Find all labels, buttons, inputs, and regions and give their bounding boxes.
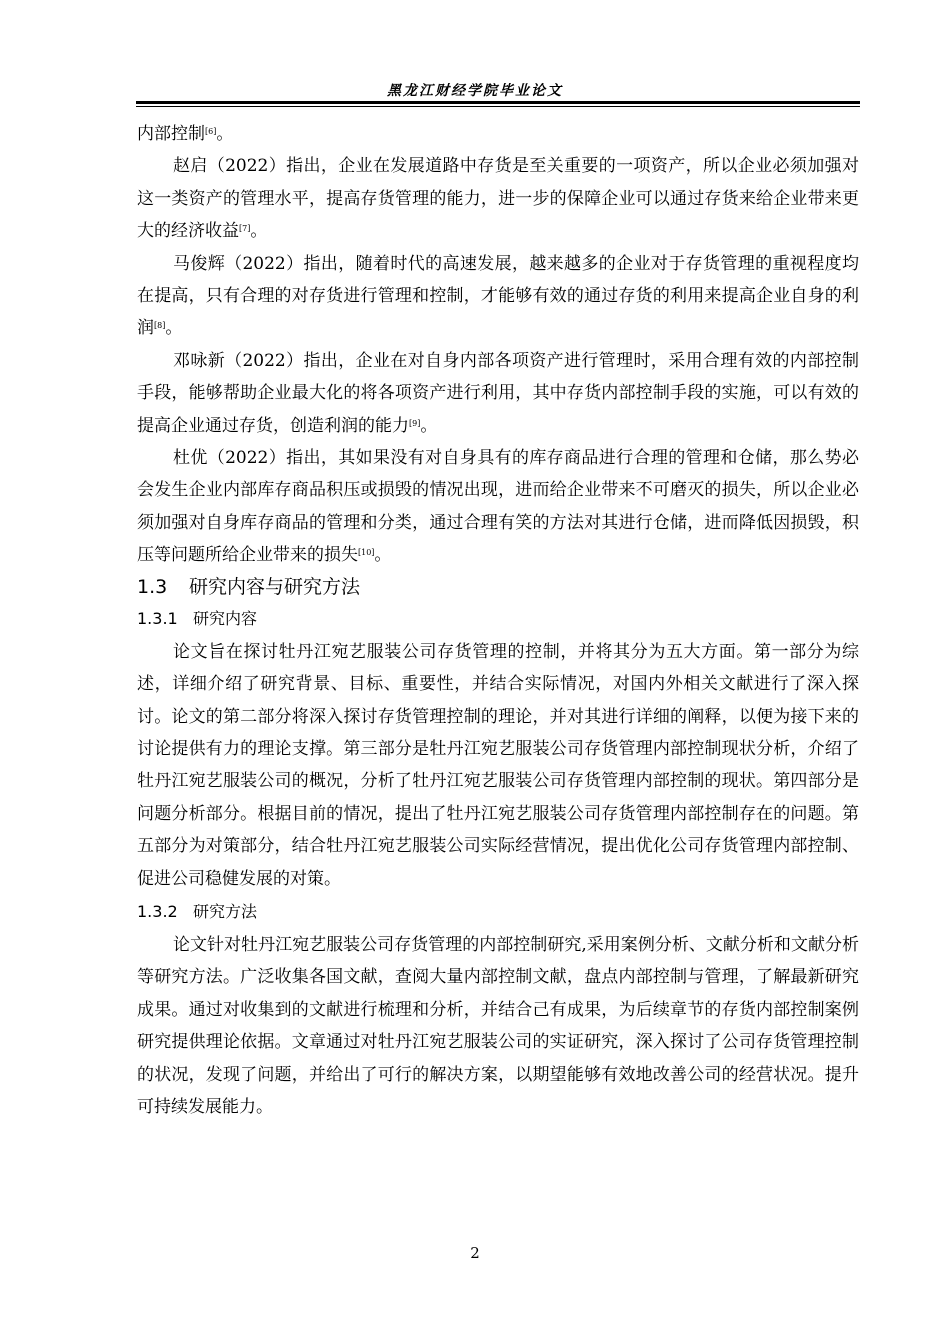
citation-6: [6] (205, 127, 217, 136)
section-title: 研究内容与研究方法 (189, 575, 361, 598)
header-rule-thin (136, 106, 860, 107)
paragraph-tail: 。 (216, 124, 234, 144)
section-number: 1.3 (137, 575, 168, 598)
paragraph-text: 邓咏新（2022）指出，企业在对自身内部各项资产进行管理时，采用合理有效的内部控制手段，能够帮助企业最大化的将各项资产进行利用，其中存货内部控制手段的实施，可以有效的提高企业通过存货，创造利润的能力 (137, 350, 859, 436)
citation-10: [10] (358, 548, 375, 558)
paragraph-tail: 。 (420, 415, 438, 436)
subsection-heading-1-3-2 (137, 895, 859, 929)
paragraph-zhao-qi (137, 150, 859, 247)
citation-7: [7] (239, 224, 251, 234)
citation-9: [9] (409, 418, 421, 428)
paragraph-text: 赵启（2022）指出，企业在发展道路中存货是至关重要的一项资产，所以企业必须加强对这一类资产的管理水平，提高存货管理的能力，进一步的保障企业可以通过存货来给企业带来更大的经济收益 (137, 156, 859, 242)
subsection-title: 研究内容 (193, 608, 258, 628)
subsection-number: 1.3.2 (137, 901, 178, 921)
paragraph-text: 杜优（2022）指出，其如果没有对自身具有的库存商品进行合理的管理和仓储，那么势必会发生企业内部库存商品积压或损毁的情况出现，进而给企业带来不可磨灭的损失，所以企业必须加强对自身库存商品的管理和分类，通过合理有笑的方法对其进行仓储，进而降低因损毁，积压等问题所给企业带来的损失 (137, 448, 859, 566)
paragraph-text: 马俊辉（2022）指出，随着时代的高速发展，越来越多的企业对于存货管理的重视程度均在提高，只有合理的对存货进行管理和控制，才能够有效的通过存货的利用来提高企业自身的利润 (137, 253, 859, 339)
body-content (137, 118, 859, 1123)
paragraph-deng-yongxin (137, 345, 859, 442)
paragraph-tail: 。 (374, 545, 392, 566)
citation-8: [8] (154, 321, 166, 331)
paragraph-research-content: 论文旨在探讨牡丹江宛艺服装公司存货管理的控制，并将其分为五大方面。第一部分为综述，详细介绍了研究背景、目标、重要性，并结合实际情况，对国内外相关文献进行了深入探讨。论文的第二部分将深入探讨存货管理控制的理论，并对其进行详细的阐释，以便为接下来的讨论提供有力的理论支撑。第三部分是牡丹江宛艺服装公司存货管理内部控制现状分析，介绍了牡丹江宛艺服装公司的概况，分析了牡丹江宛艺服装公司存货管理内部控制的现状。第四部分是问题分析部分。根据目前的情况，提出了牡丹江宛艺服装公司存货管理内部控制存在的问题。第五部分为对策部分，结合牡丹江宛艺服装公司实际经营情况，提出优化公司存货管理内部控制、促进公司稳健发展的对策。 (137, 641, 859, 889)
section-heading-1-3 (137, 572, 859, 602)
page-number: 2 (470, 1244, 480, 1262)
paragraph-du-you (137, 442, 859, 572)
header-rule-thick (136, 101, 860, 104)
paragraph-research-method: 论文针对牡丹江宛艺服装公司存货管理的内部控制研究,采用案例分析、文献分析和文献分析等研究方法。广泛收集各国文献，查阅大量内部控制文献，盘点内部控制与管理，了解最新研究成果。通过对收集到的文献进行梳理和分析，并结合己有成果，为后续章节的存货内部控制案例研究提供理论依据。文章通过对牡丹江宛艺服装公司的实证研究，深入探讨了公司存货管理控制的状况，发现了问题，并给出了可行的解决方案，以期望能够有效地改善公司的经营状况。提升可持续发展能力。 (137, 934, 859, 1117)
subsection-heading-1-3-1 (137, 602, 859, 636)
subsection-number: 1.3.1 (137, 608, 178, 628)
paragraph-tail: 。 (165, 318, 183, 339)
paragraph-ma-junhui (137, 248, 859, 345)
subsection-title: 研究方法 (193, 901, 258, 921)
paragraph-tail: 。 (250, 221, 268, 242)
paragraph-text: 内部控制 (137, 124, 205, 144)
running-header: 黑龙江财经学院毕业论文 (387, 83, 563, 99)
paragraph-continued (137, 118, 859, 150)
